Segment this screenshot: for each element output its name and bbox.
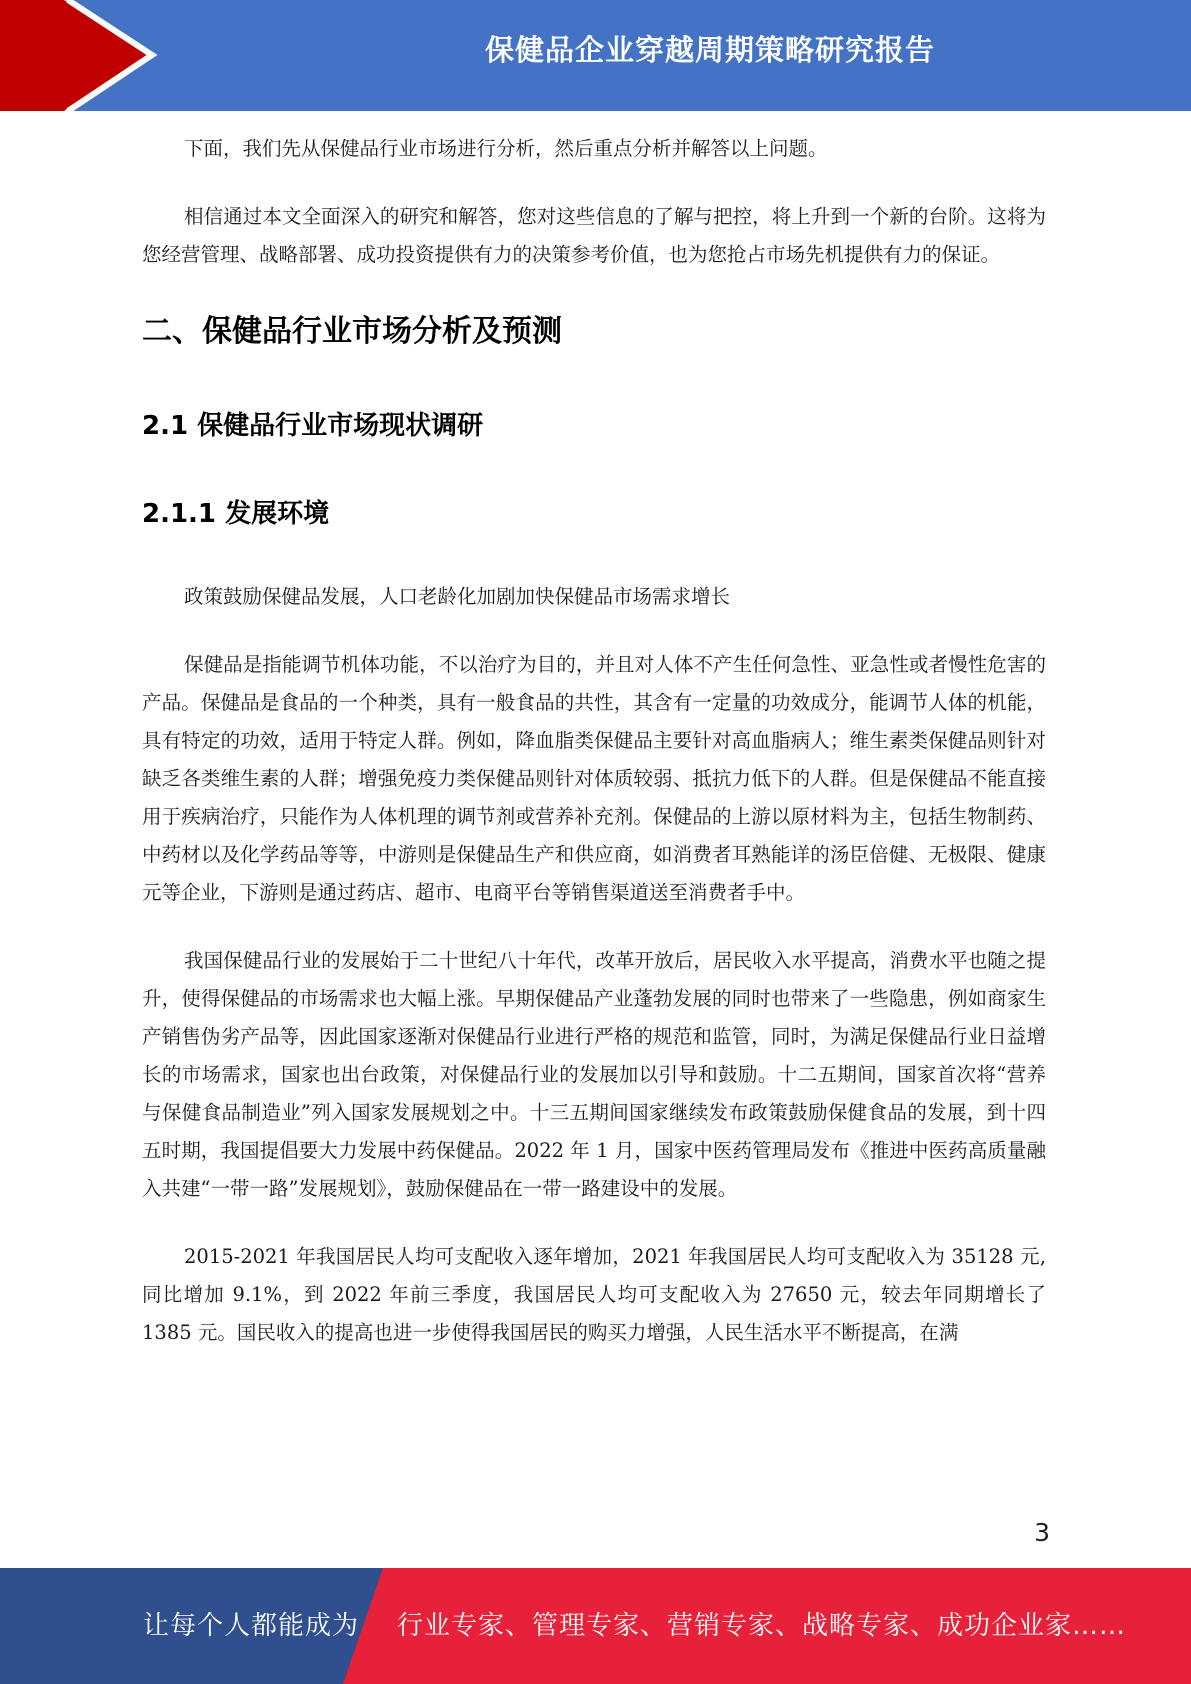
subsubsection-heading: 2.1.1 发展环境 xyxy=(142,499,330,529)
footer-slogan-left: 让每个人都能成为 xyxy=(143,1611,360,1641)
report-title: 保健品企业穿越周期策略研究报告 xyxy=(484,33,935,67)
paragraph-definition: 保健品是指能调节机体功能，不以治疗为目的，并且对人体不产生任何急性、亚急性或者慢性危害的产品。保健品是食品的一个种类，具有一般食品的共性，其含有一定量的功效成分，能调节人体的机能，具有特定的功效，适用于特定人群。例如，降血脂类保健品主要针对高血脂病人；维生素类保健品则针对缺乏各类维生素的人群；增强免疫力类保健品则针对体质较弱、抵抗力低下的人群。但是保健品不能直接用于疾病治疗，只能作为人体机理的调节剂或营养补充剂。保健品的上游以原材料为主，包括生物制药、中药材以及化学药品等等，中游则是保健品生产和供应商，如消费者耳熟能详的汤臣倍健、无极限、健康元等企业，下游则是通过药店、超市、电商平台等销售渠道送至消费者手中。 xyxy=(142,653,1046,904)
section-heading: 二、保健品行业市场分析及预测 xyxy=(142,314,562,349)
page-number: 3 xyxy=(1034,1518,1050,1547)
page-footer xyxy=(0,1568,1191,1684)
paragraph-history: 我国保健品行业的发展始于二十世纪八十年代，改革开放后，居民收入水平提高，消费水平也随之提升，使得保健品的市场需求也大幅上涨。早期保健品产业蓬勃发展的同时也带来了一些隐患，例如商家生产销售伪劣产品等，因此国家逐渐对保健品行业进行严格的规范和监管，同时，为满足保健品行业日益增长的市场需求，国家也出台政策，对保健品行业的发展加以引导和鼓励。十二五期间，国家首次将“营养与保健食品制造业”列入国家发展规划之中。十三五期间国家继续发布政策鼓励保健食品的发展，到十四五时期，我国提倡要大力发展中药保健品。2022 年 1 月，国家中医药管理局发布《推进中医药高质量融入共建“一带一路”发展规划》，鼓励保健品在一带一路建设中的发展。 xyxy=(142,949,1046,1200)
footer-slogan-right: 行业专家、管理专家、营销专家、战略专家、成功企业家…… xyxy=(397,1611,1127,1641)
page-header xyxy=(0,0,1191,111)
paragraph-income: 2015-2021 年我国居民人均可支配收入逐年增加，2021 年我国居民人均可支配收入为 35128 元,同比增加 9.1%，到 2022 年前三季度，我国居民人均可支配收入为 27650 元，较去年同期增长了 1385 元。国民收入的提高也进一步使得我国居民的购买力增强，人民生活水平不断提高，在满 xyxy=(142,1245,1046,1344)
subsection-heading: 2.1 保健品行业市场现状调研 xyxy=(142,411,484,441)
document-body xyxy=(142,130,1046,1352)
paragraph-intro: 下面，我们先从保健品行业市场进行分析，然后重点分析并解答以上问题。 xyxy=(184,137,828,160)
paragraph-policy-summary: 政策鼓励保健品发展，人口老龄化加剧加快保健品市场需求增长 xyxy=(184,585,731,608)
paragraph-value: 相信通过本文全面深入的研究和解答，您对这些信息的了解与把控，将上升到一个新的台阶。这将为您经营管理、战略部署、成功投资提供有力的决策参考价值，也为您抢占市场先机提供有力的保证。 xyxy=(142,205,1046,266)
